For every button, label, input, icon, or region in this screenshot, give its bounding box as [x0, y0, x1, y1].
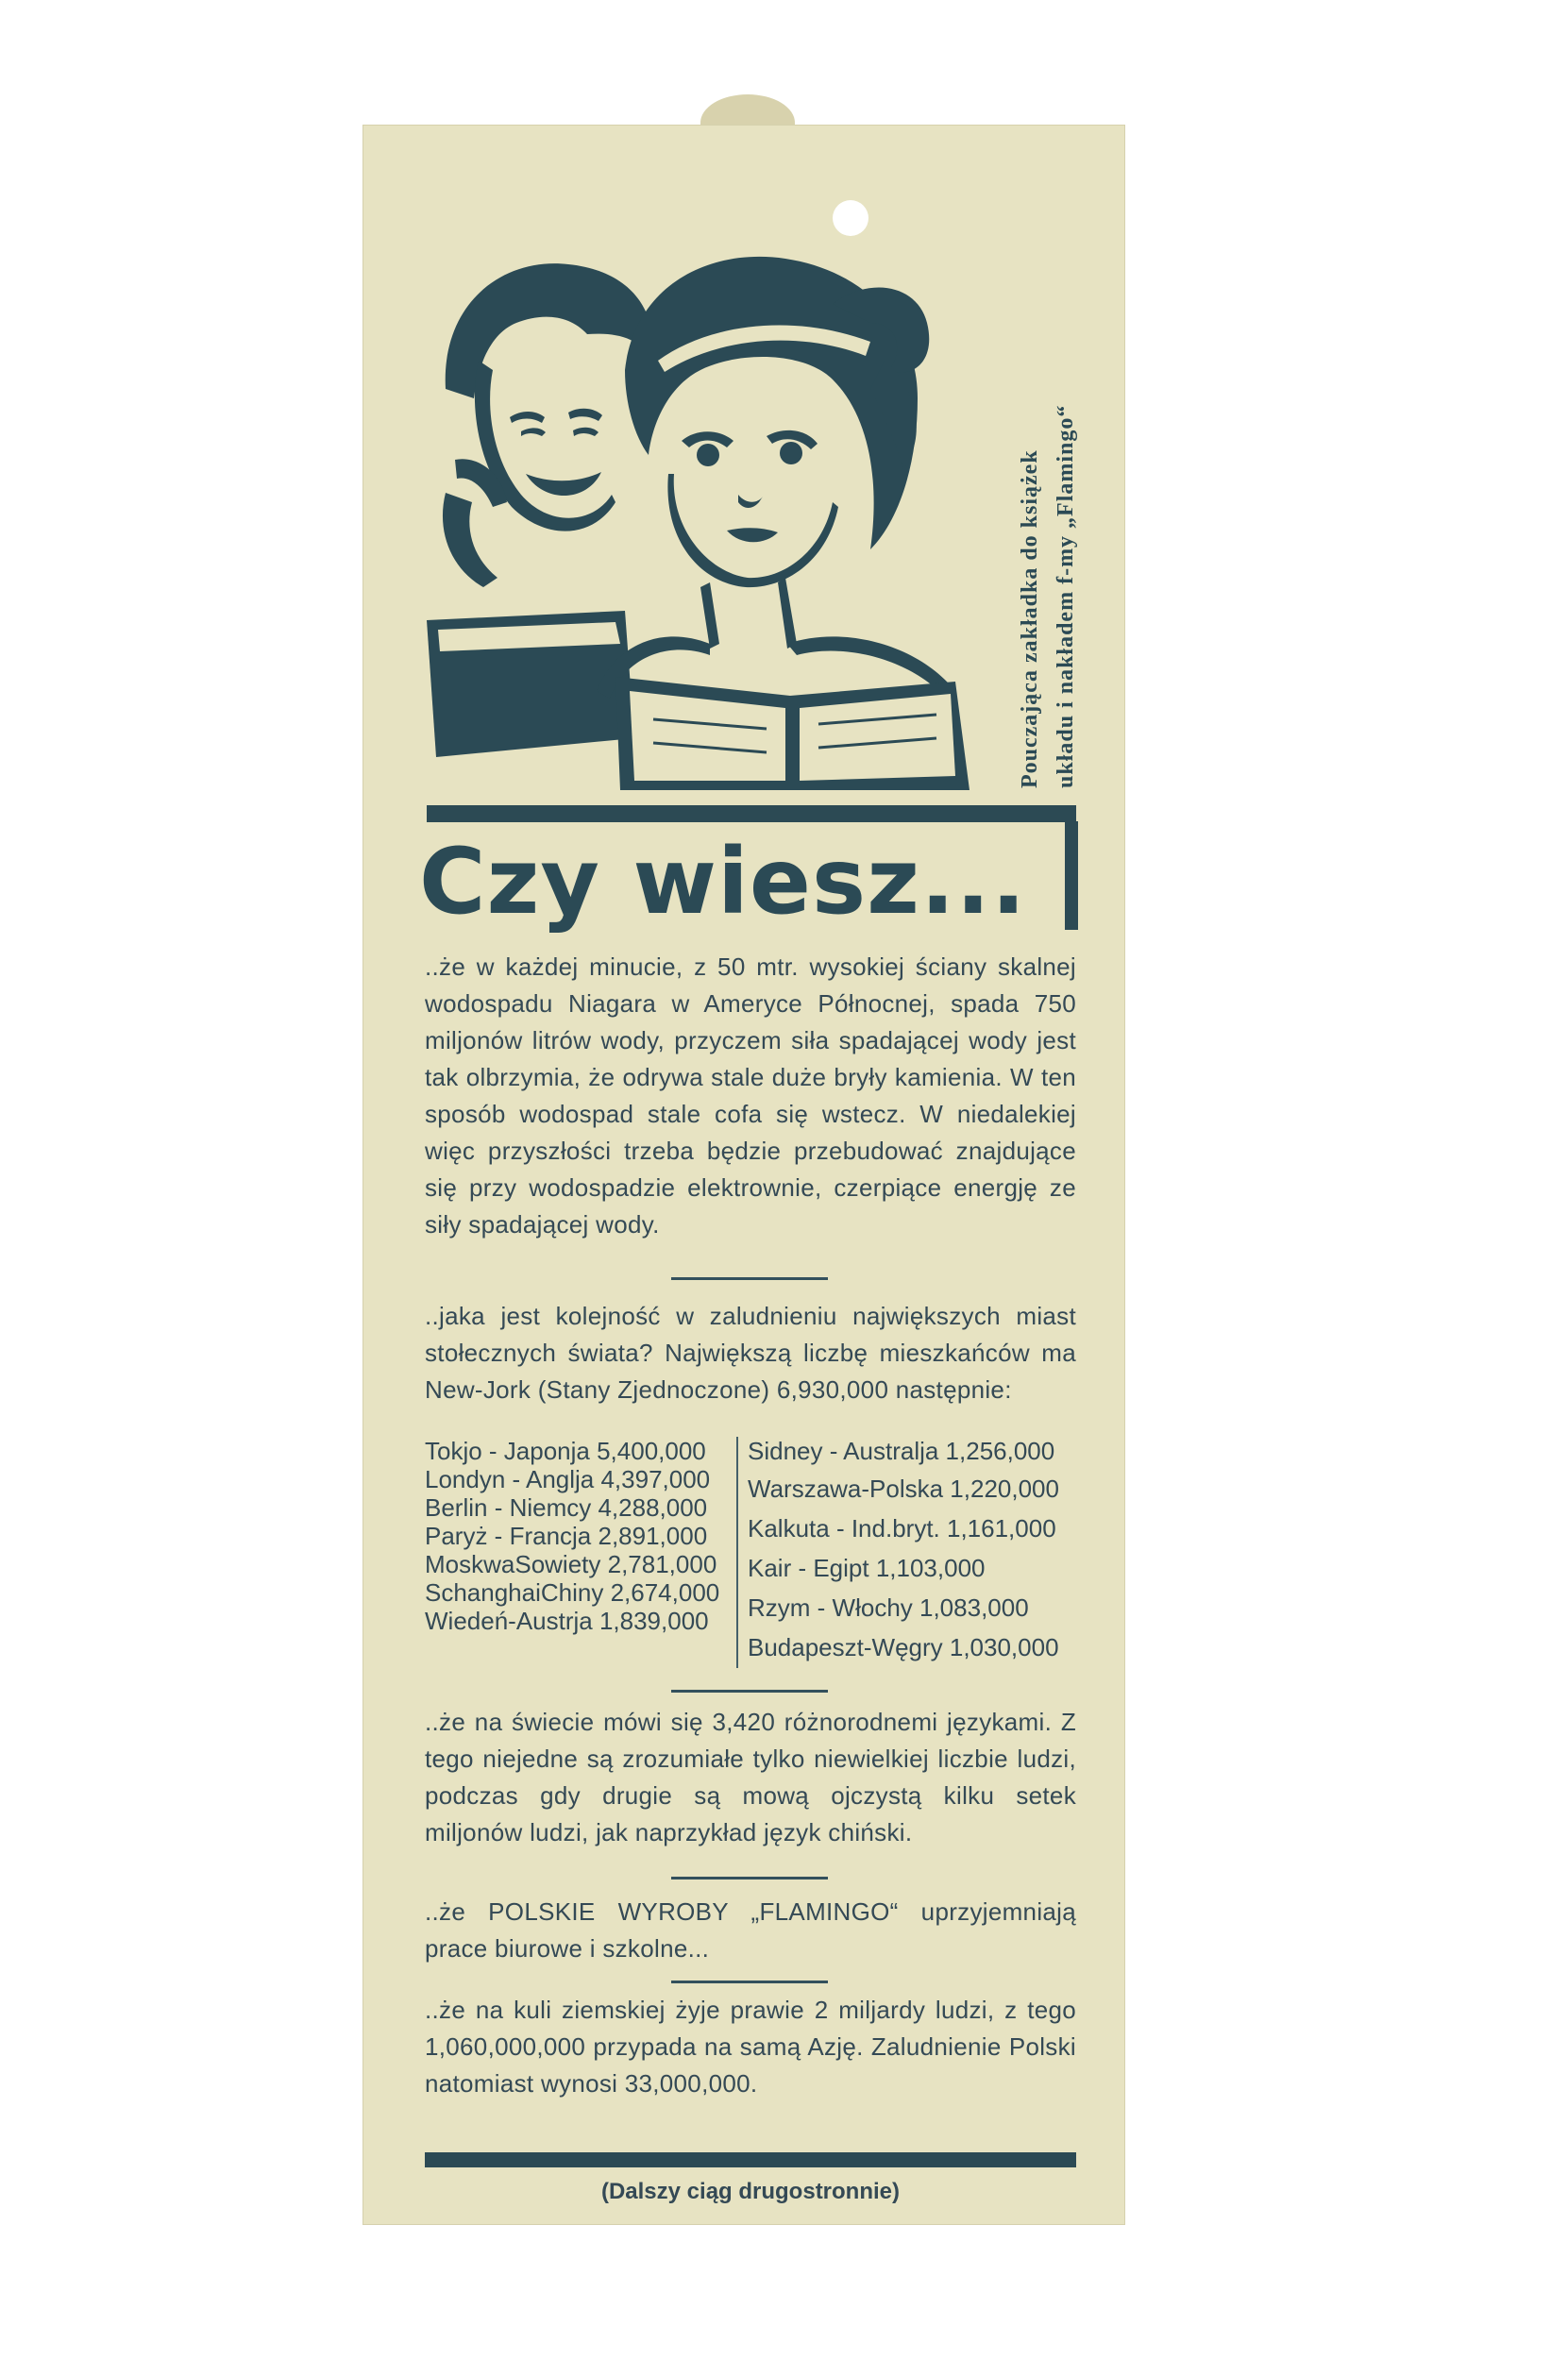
- footer-note: (Dalszy ciąg drugostronnie): [600, 2179, 901, 2204]
- city-row: Berlin - Niemcy 4,288,000: [425, 1493, 708, 1522]
- vertical-rule: [1065, 821, 1078, 930]
- city-row: Rzym - Włochy 1,083,000: [748, 1593, 1029, 1622]
- separator-1: [671, 1277, 828, 1280]
- side-caption-line-2: układu i nakładem f-my „Flamingo“: [1054, 404, 1078, 788]
- cities-left-column: [425, 1437, 727, 1635]
- cities-right-column: [748, 1437, 1078, 1671]
- punch-hole: [833, 200, 868, 236]
- city-row: MoskwaSowiety 2,781,000: [425, 1550, 717, 1578]
- side-caption-line-1: Pouczająca zakładka do książek: [1018, 449, 1042, 788]
- city-row: Wiedeń-Austrja 1,839,000: [425, 1607, 709, 1635]
- paragraph-cities-intro: ..jaka jest kolejność w zaludnieniu największych miast stołecznych świata? Największą liczbę mieszkańców ma New-Jork (Stany Zjednoczone) 6,930,000 następnie:: [425, 1302, 1076, 1404]
- city-row: SchanghaiChiny 2,674,000: [425, 1578, 720, 1607]
- bottom-rule: [425, 2152, 1076, 2167]
- city-row: Warszawa-Polska 1,220,000: [748, 1475, 1059, 1503]
- cities-divider: [736, 1437, 738, 1668]
- paragraph-flamingo: ..że POLSKIE WYROBY „FLAMINGO“ uprzyjemniają prace biurowe i szkolne...: [425, 1897, 1076, 1963]
- city-row: Kair - Egipt 1,103,000: [748, 1554, 986, 1582]
- top-rule: [427, 805, 1076, 822]
- paragraph-languages: ..że na świecie mówi się 3,420 różnorodnemi językami. Z tego niejedne są zrozumiałe tylko niewielkiej liczbie ludzi, podczas gdy drugie są mową ojczystą kilku setek miljonów ludzi, jak naprzykład język chiński.: [425, 1708, 1076, 1846]
- headline: Czy wiesz...: [419, 829, 1027, 935]
- separator-2: [671, 1690, 828, 1693]
- city-row: Paryż - Francja 2,891,000: [425, 1522, 708, 1550]
- side-caption: [1018, 326, 1099, 788]
- paragraph-population: ..że na kuli ziemskiej żyje prawie 2 miljardy ludzi, z tego 1,060,000,000 przypada na samą Azję. Zaludnienie Polski natomiast wynosi 33,000,000.: [425, 1996, 1076, 2098]
- separator-3: [671, 1877, 828, 1880]
- city-row: Kalkuta - Ind.bryt. 1,161,000: [748, 1514, 1056, 1542]
- city-row: Londyn - Anglja 4,397,000: [425, 1465, 711, 1493]
- city-row: Sidney - Australja 1,256,000: [748, 1437, 1055, 1465]
- separator-4: [671, 1981, 828, 1983]
- children-reading-illustration: [427, 247, 998, 793]
- city-row: Tokjo - Japonja 5,400,000: [425, 1437, 706, 1465]
- city-row: Budapeszt-Węgry 1,030,000: [748, 1633, 1059, 1661]
- paragraph-niagara: ..że w każdej minucie, z 50 mtr. wysokiej ściany skalnej wodospadu Niagara w Ameryce Północnej, spada 750 miljonów litrów wody, przyczem siła spadającej wody jest tak olbrzymia, że odrywa stale duże bryły kamienia. W ten sposób wodospad stale cofa się wstecz. W niedalekiej więc przyszłości trzeba będzie przebudować znajdujące się przy wodospadzie elektrownie, czerpiące energję ze siły spadającej wody.: [425, 952, 1076, 1239]
